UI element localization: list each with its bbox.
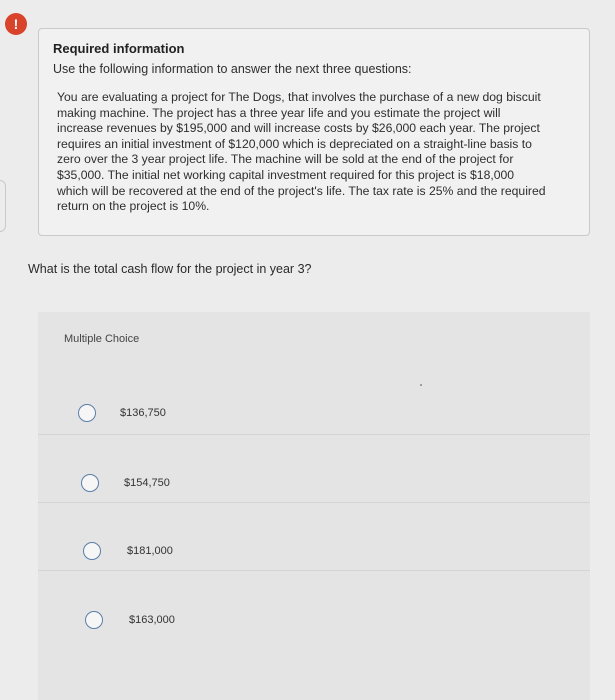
info-title: Required information bbox=[53, 41, 185, 56]
radio-button[interactable] bbox=[78, 404, 96, 422]
panel-edge bbox=[0, 180, 6, 232]
alert-icon bbox=[5, 13, 27, 35]
multiple-choice-panel bbox=[38, 312, 590, 700]
choice-label: $136,750 bbox=[120, 407, 166, 419]
required-information-box bbox=[38, 28, 590, 236]
choice-option[interactable] bbox=[38, 510, 590, 571]
choice-option[interactable] bbox=[38, 580, 590, 640]
choice-option[interactable] bbox=[38, 442, 590, 503]
choice-label: $154,750 bbox=[124, 477, 170, 489]
radio-button[interactable] bbox=[81, 474, 99, 492]
question-text: What is the total cash flow for the project in year 3? bbox=[28, 262, 312, 276]
alert-glyph: ! bbox=[13, 16, 19, 32]
choice-label: $181,000 bbox=[127, 545, 173, 557]
choice-label: $163,000 bbox=[129, 614, 175, 626]
radio-button[interactable] bbox=[83, 542, 101, 560]
choice-option[interactable] bbox=[38, 374, 590, 435]
radio-button[interactable] bbox=[85, 611, 103, 629]
info-body: You are evaluating a project for The Dogs, that involves the purchase of a new dog biscuit making machine. The project has a three year life and you estimate the project will increase revenues by $195,000 and will increase costs by $26,000 each year. The project requires an initial investment of $120,000 which is depreciated on a straight-line basis to zero over the 3 year project life. The machine will be sold at the end of the project for $35,000. The initial net working capital investment required for this project is $18,000 which will be recovered at the end of the project's life. The tax rate is 25% and the required return on the project is 10%. bbox=[57, 90, 546, 214]
multiple-choice-label: Multiple Choice bbox=[64, 333, 140, 345]
info-subtitle: Use the following information to answer the next three questions: bbox=[53, 62, 412, 76]
